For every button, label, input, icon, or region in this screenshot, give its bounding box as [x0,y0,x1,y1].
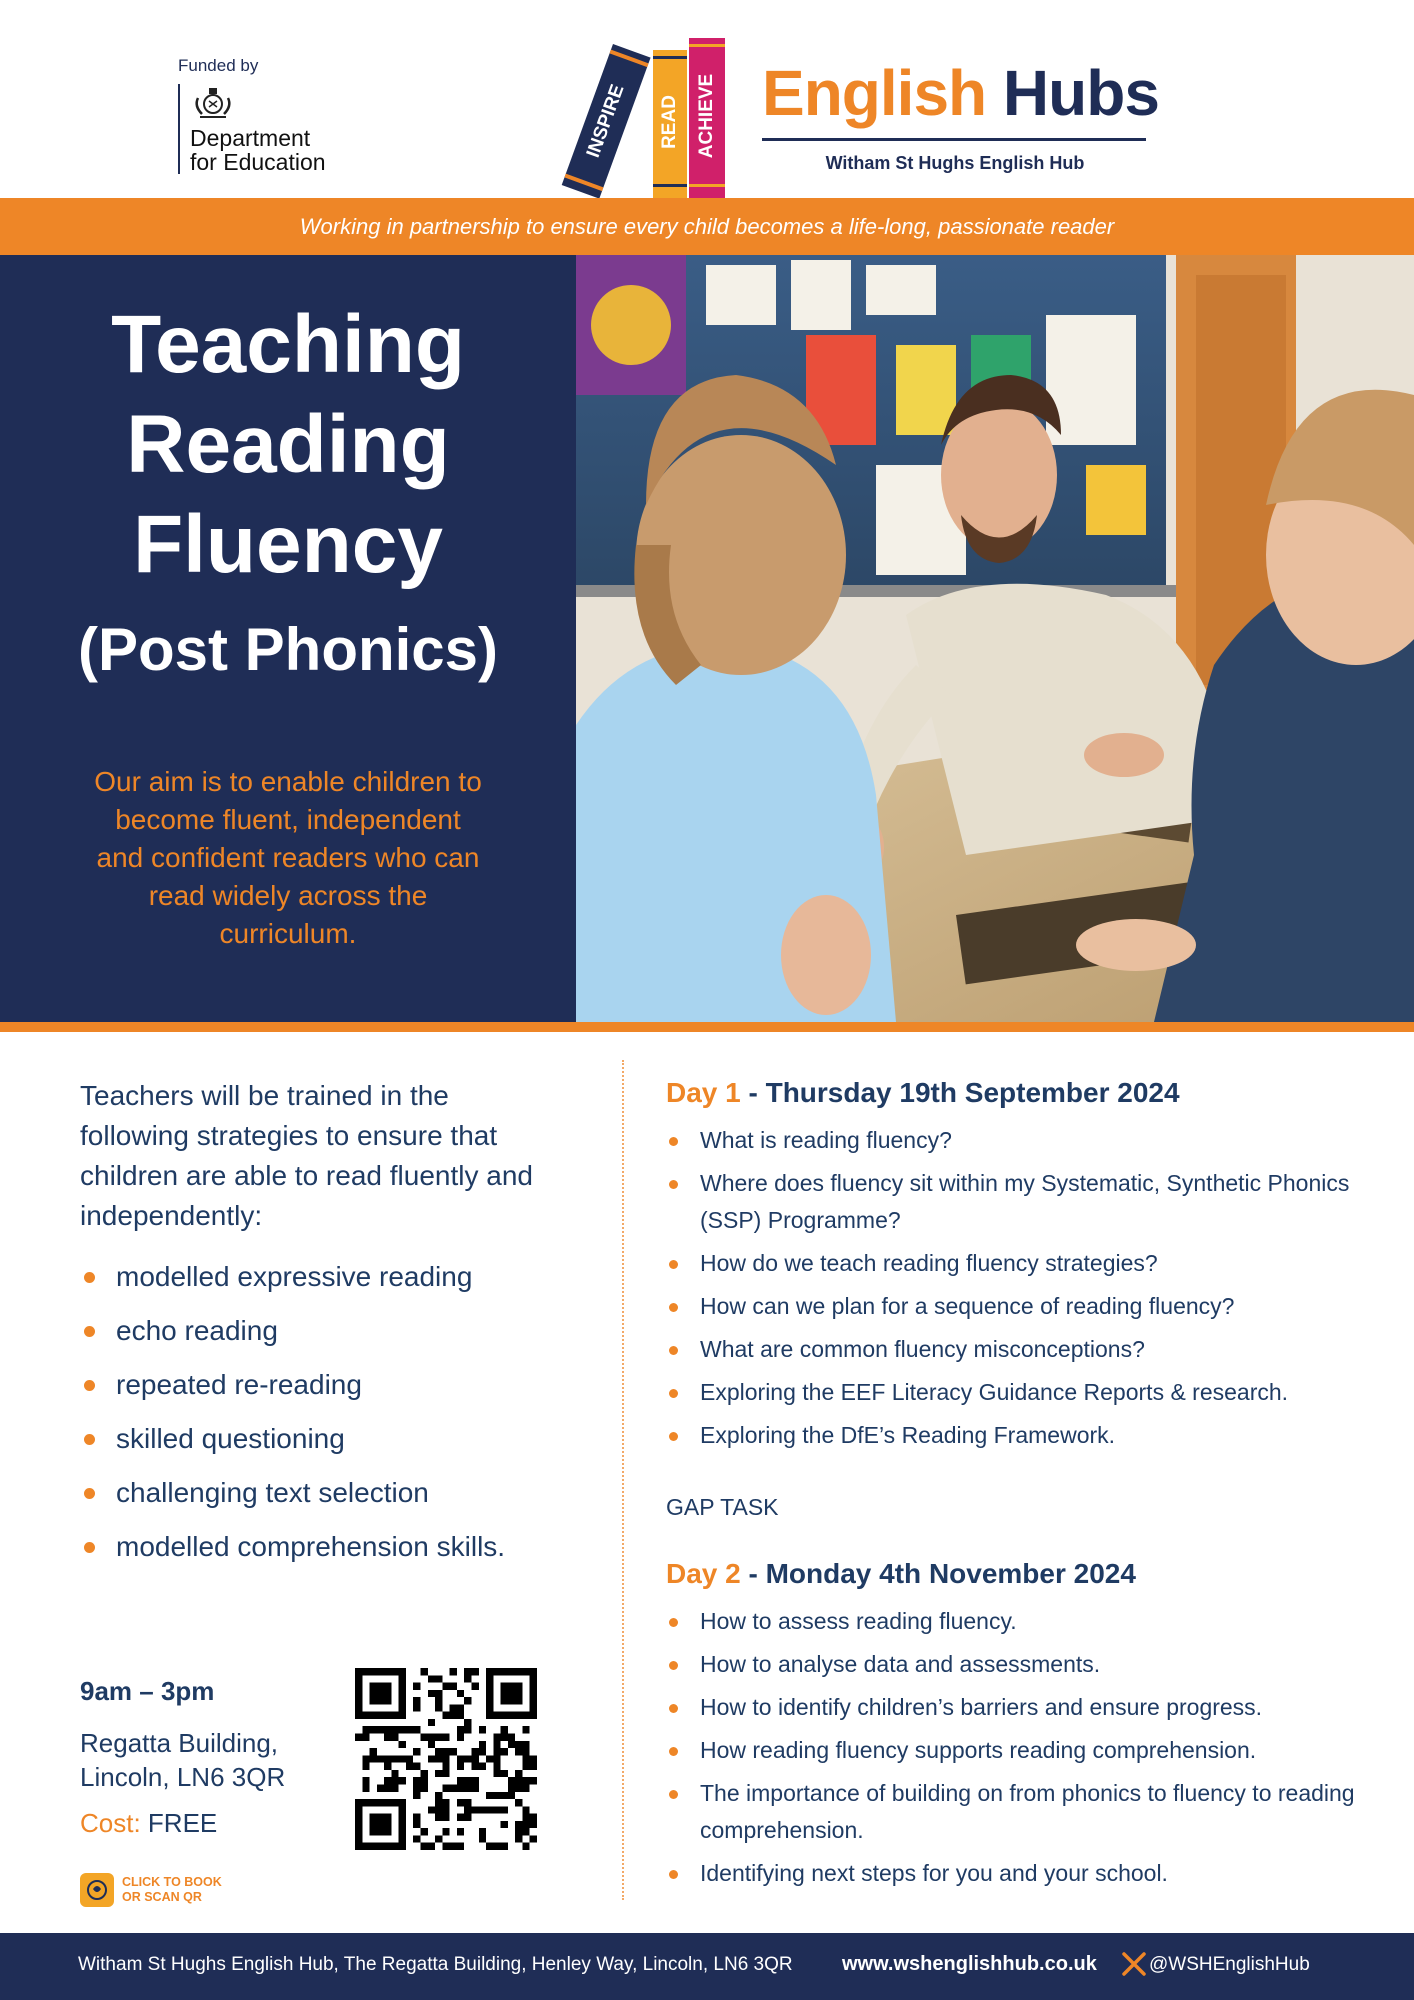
cta-line-1: CLICK TO BOOK [122,1875,222,1889]
page-subtitle: (Post Phonics) [77,616,499,683]
classroom-photo [576,255,1414,1022]
strategy-item: modelled expressive reading [80,1250,560,1304]
brand-word-hubs: Hubs [1002,57,1159,129]
title-line-2: Reading [126,399,450,490]
website-link[interactable]: www.wshenglishhub.co.uk [842,1953,1097,1975]
day1-heading [666,1077,1180,1109]
book-stack-logo [555,34,735,198]
footer [0,1933,1414,2000]
footer-address: Witham St Hughs English Hub, The Regatta Building, Henley Way, Lincoln, LN6 3QR [78,1954,793,1975]
day2-heading [666,1558,1136,1590]
day1-topics [666,1122,1366,1460]
page-title [0,295,576,595]
english-hubs-brand [762,56,1159,174]
strategy-item: challenging text selection [80,1466,560,1520]
tagline-banner [0,198,1414,255]
topic-item: Identifying next steps for you and your school. [666,1855,1366,1892]
dfe-name-line1: Department [190,125,311,151]
header [0,0,1414,198]
strategy-item: skilled questioning [80,1412,560,1466]
book-label-inspire: INSPIRE [582,81,629,161]
cta-line-2: OR SCAN QR [122,1890,202,1904]
topic-item: What is reading fluency? [666,1122,1366,1159]
day2-label: Day 2 [666,1558,741,1589]
topic-item: How to assess reading fluency. [666,1603,1366,1640]
booking-qr-code[interactable] [355,1668,537,1850]
strategy-item: modelled comprehension skills. [80,1520,560,1574]
strategy-item: repeated re-reading [80,1358,560,1412]
strategies-list [80,1250,560,1574]
title-line-3: Fluency [133,499,443,590]
hero-panel [0,255,576,1022]
event-cost [80,1808,217,1839]
brand-divider [762,138,1146,141]
book-label-read: READ [659,95,681,149]
social-handle[interactable]: @WSHEnglishHub [1149,1954,1310,1975]
brand-title [762,56,1159,130]
dfe-crest-icon [190,84,236,120]
day2-topics [666,1603,1366,1898]
title-line-1: Teaching [111,299,465,390]
aim-statement: Our aim is to enable children to become fluent, independent and confident readers who can read widely across the curriculum. [94,766,482,949]
topic-item: Where does fluency sit within my Systematic, Synthetic Phonics (SSP) Programme? [666,1165,1366,1239]
gap-task-label: GAP TASK [666,1494,779,1520]
cost-value: FREE [147,1808,218,1838]
event-venue: Regatta Building, Lincoln, LN6 3QR [80,1728,286,1792]
topic-item: How do we teach reading fluency strategies? [666,1245,1366,1282]
topic-item: How can we plan for a sequence of reading fluency? [666,1288,1366,1325]
topic-item: The importance of building on from phonics to fluency to reading comprehension. [666,1775,1366,1849]
strategy-item: echo reading [80,1304,560,1358]
dfe-logo [178,56,326,174]
column-divider [622,1060,624,1900]
topic-item: What are common fluency misconceptions? [666,1331,1366,1368]
x-logo-icon[interactable] [1120,1950,1148,1978]
tagline: Working in partnership to ensure every child becomes a life-long, passionate reader [299,213,1115,239]
day1-label: Day 1 [666,1077,741,1108]
day1-date: - Thursday 19th September 2024 [748,1077,1180,1108]
topic-item: How to analyse data and assessments. [666,1646,1366,1683]
dfe-divider [178,84,180,174]
dfe-name-line2: for Education [190,149,326,175]
day2-date: - Monday 4th November 2024 [748,1558,1136,1589]
booking-icon [80,1873,114,1907]
book-link[interactable] [80,1873,222,1907]
book-label-achieve: ACHIEVE [696,73,718,159]
topic-item: How to identify children’s barriers and ensure progress. [666,1689,1366,1726]
section-divider-line [0,1022,1414,1032]
topic-item: Exploring the DfE’s Reading Framework. [666,1417,1366,1454]
brand-word-english: English [762,57,987,129]
brand-subtitle: Witham St Hughs English Hub [825,153,1085,173]
event-time: 9am – 3pm [80,1676,215,1706]
training-intro: Teachers will be trained in the following strategies to ensure that children are able to read fluently and independently: [80,1080,533,1231]
topic-item: Exploring the EEF Literacy Guidance Reports & research. [666,1374,1366,1411]
cost-label: Cost: [80,1808,141,1838]
funded-by-label: Funded by [178,56,259,75]
topic-item: How reading fluency supports reading comprehension. [666,1732,1366,1769]
